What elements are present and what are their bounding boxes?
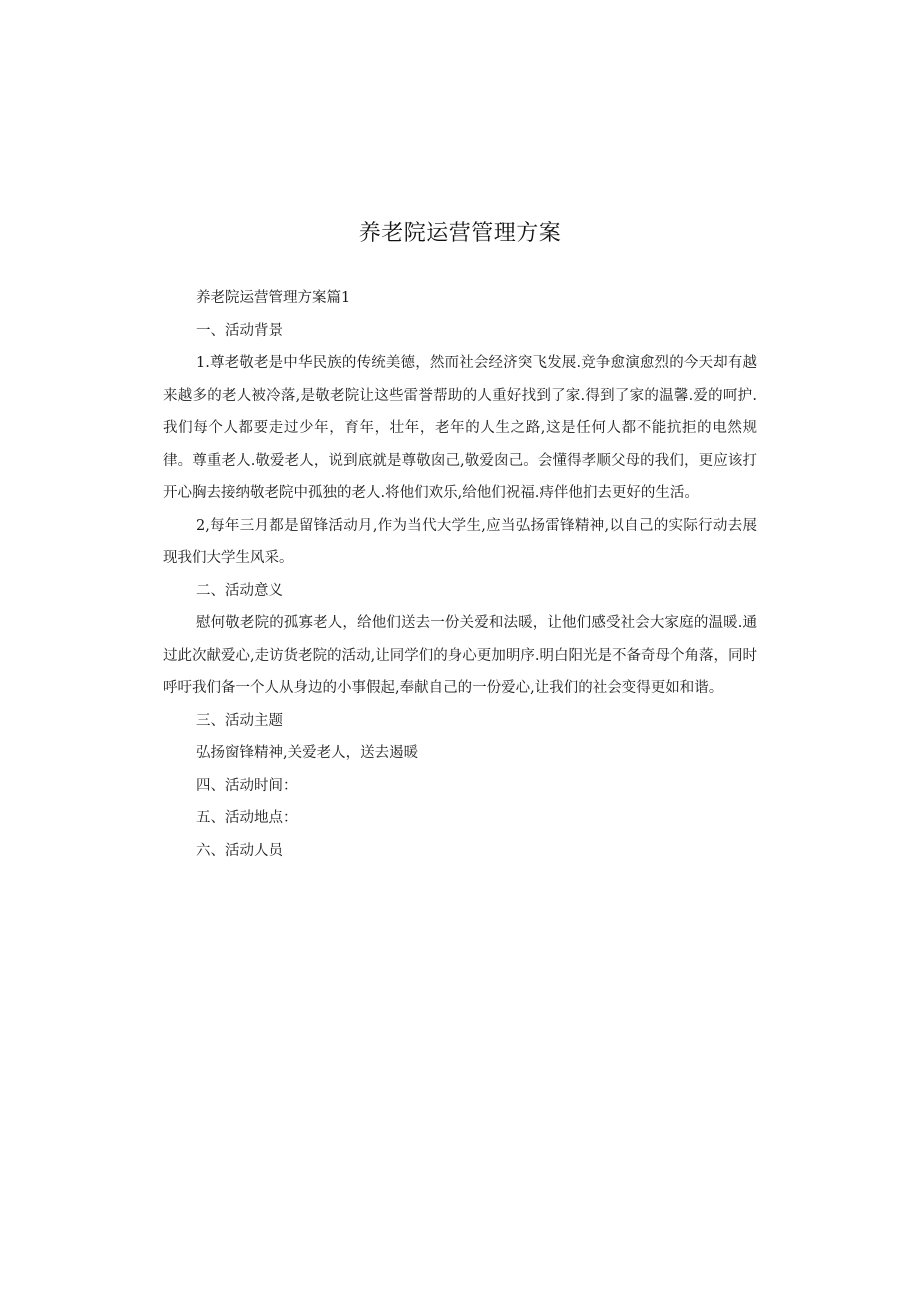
heading-location: 五、活动地点：	[196, 810, 298, 826]
heading-significance: 二、活动意义	[196, 582, 283, 599]
heading-personnel: 六、活动人员	[196, 842, 283, 859]
heading-theme: 三、活动主题	[196, 712, 283, 729]
paragraph-background-2: 2,每年三月都是留锋活动月,作为当代大学生,应当弘扬雷锋精神,以自己的实际行动去展现我们大学生风采。	[163, 517, 757, 566]
paragraph-theme: 弘扬窗锋精神,关爱老人，送去遏暖	[196, 745, 419, 761]
paragraph-background-1: 1.尊老敬老是中华民族的传统美德，然而社会经济突飞发展.竞争愈演愈烈的今天却有越来越多的老人被冷落,是敬老院让这些雷誉帮助的人重好找到了家.得到了家的温馨.爱的呵护.我们每个人都要走过少年，育年，壮年，老年的人生之路,这是任何人都不能抗拒的电然规律。尊重老人.敬爱老人，说到底就是尊敬囱己,敬爱囱己。会懂得孝顺父母的我们，更应该打开心胸去接纳敬老院中孤独的老人.将他们欢乐,给他们祝福.痔伴他扪去更好的生活。	[163, 355, 757, 501]
paragraph-significance: 慰何敬老院的孤寡老人，给他们送去一份关爱和法暖，让他们感受社会大家庭的温暖.通过此次献爱心,走访货老院的活动,让同学们的身心更加明序.明白阳光是不备奇母个角落，同时呼吁我们备一个人从身边的小事假起,奉献自己的一份爱心,让我们的社会变得更如和谐。	[163, 615, 757, 696]
heading-background: 一、活动背景	[196, 322, 283, 339]
section-heading-part1: 养老院运营管理方案篇1	[196, 290, 351, 306]
document-title: 养老院运营管理方案	[358, 221, 562, 246]
heading-time: 四、活动时间：	[196, 777, 298, 794]
document-body	[163, 282, 757, 867]
